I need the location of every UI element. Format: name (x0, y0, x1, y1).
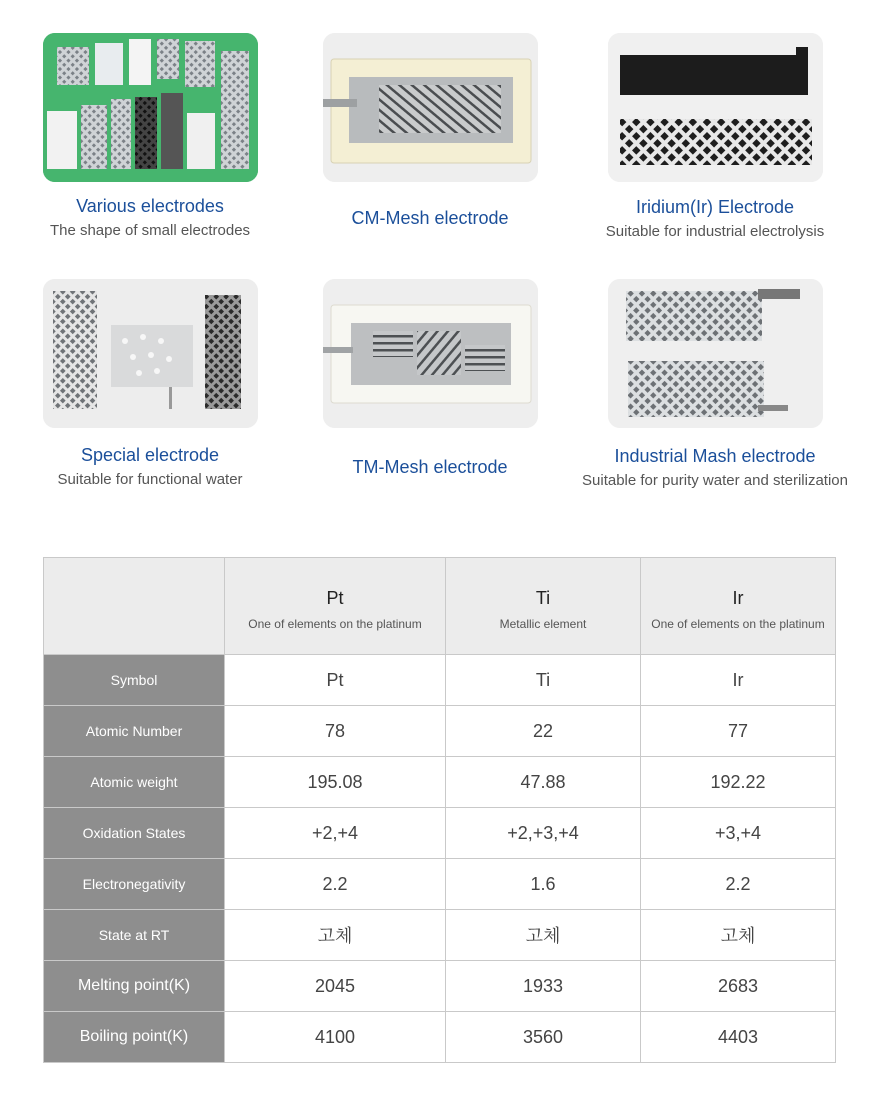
tm-mesh-electrode-photo (323, 279, 538, 428)
row-label: Melting point(K) (44, 961, 225, 1012)
table-cell: Pt (225, 655, 446, 706)
column-header-pt (225, 558, 446, 655)
gallery-subtitle: Suitable for functional water (57, 471, 243, 488)
table-row (44, 808, 836, 859)
table-cell: 2683 (641, 961, 836, 1012)
column-element: Pt (326, 587, 344, 608)
table-cell: 4403 (641, 1012, 836, 1063)
table-row (44, 961, 836, 1012)
table-row (44, 757, 836, 808)
gallery-title: Industrial Mash electrode (614, 446, 816, 466)
table-cell: +3,+4 (641, 808, 836, 859)
row-label: Atomic Number (44, 706, 225, 757)
table-cell: 2.2 (225, 859, 446, 910)
column-header-ti (446, 558, 641, 655)
column-element: Ti (535, 587, 551, 608)
gallery-title: Various electrodes (76, 196, 224, 216)
cm-mesh-electrode-photo (323, 33, 538, 182)
column-element: Ir (732, 587, 744, 608)
table-row (44, 859, 836, 910)
table-corner-cell (44, 558, 225, 655)
gallery-title: Iridium(Ir) Electrode (635, 197, 795, 217)
gallery-subtitle: Suitable for purity water and sterilization (582, 472, 848, 489)
table-cell: 78 (225, 706, 446, 757)
gallery-item-industrial (570, 446, 860, 494)
table-cell: 2045 (225, 961, 446, 1012)
gallery-subtitle: Suitable for industrial electrolysis (605, 223, 825, 240)
row-label: Boiling point(K) (44, 1012, 225, 1063)
row-label: Atomic weight (44, 757, 225, 808)
row-label: Oxidation States (44, 808, 225, 859)
table-row (44, 1012, 836, 1063)
industrial-mash-electrode-photo (608, 279, 823, 428)
column-header-ir (641, 558, 836, 655)
row-label: State at RT (44, 910, 225, 961)
table-row (44, 910, 836, 961)
table-row (44, 655, 836, 706)
column-description: One of elements on the platinum (651, 616, 825, 631)
table-cell: 47.88 (446, 757, 641, 808)
gallery-item-special (5, 445, 295, 493)
gallery-title: Special electrode (80, 445, 220, 465)
table-cell: +2,+4 (225, 808, 446, 859)
gallery-title: TM-Mesh electrode (352, 457, 508, 477)
table-cell: 1933 (446, 961, 641, 1012)
table-cell: 3560 (446, 1012, 641, 1063)
gallery-item-tm-mesh (285, 457, 575, 487)
special-electrode-photo (43, 279, 258, 428)
table-cell: 2.2 (641, 859, 836, 910)
table-cell: 22 (446, 706, 641, 757)
table-cell: 고체 (641, 910, 836, 961)
table-cell: +2,+3,+4 (446, 808, 641, 859)
gallery-item-iridium (570, 197, 860, 245)
column-description: One of elements on the platinum (248, 616, 422, 631)
table-cell: 195.08 (225, 757, 446, 808)
table-cell: 77 (641, 706, 836, 757)
element-properties-table (43, 557, 836, 1063)
table-cell: Ir (641, 655, 836, 706)
column-description: Metallic element (499, 616, 587, 631)
table-header-row (44, 558, 836, 655)
table-cell: 4100 (225, 1012, 446, 1063)
table-cell: 고체 (225, 910, 446, 961)
table-cell: 1.6 (446, 859, 641, 910)
table-row (44, 706, 836, 757)
table-cell: Ti (446, 655, 641, 706)
various-electrodes-photo (43, 33, 258, 182)
row-label: Symbol (44, 655, 225, 706)
iridium-electrode-photo (608, 33, 823, 182)
row-label: Electronegativity (44, 859, 225, 910)
gallery-item-cm-mesh (285, 208, 575, 238)
table-cell: 192.22 (641, 757, 836, 808)
table-cell: 고체 (446, 910, 641, 961)
gallery-item-various (5, 196, 295, 244)
gallery-subtitle: The shape of small electrodes (49, 222, 251, 239)
gallery-title: CM-Mesh electrode (351, 208, 509, 228)
